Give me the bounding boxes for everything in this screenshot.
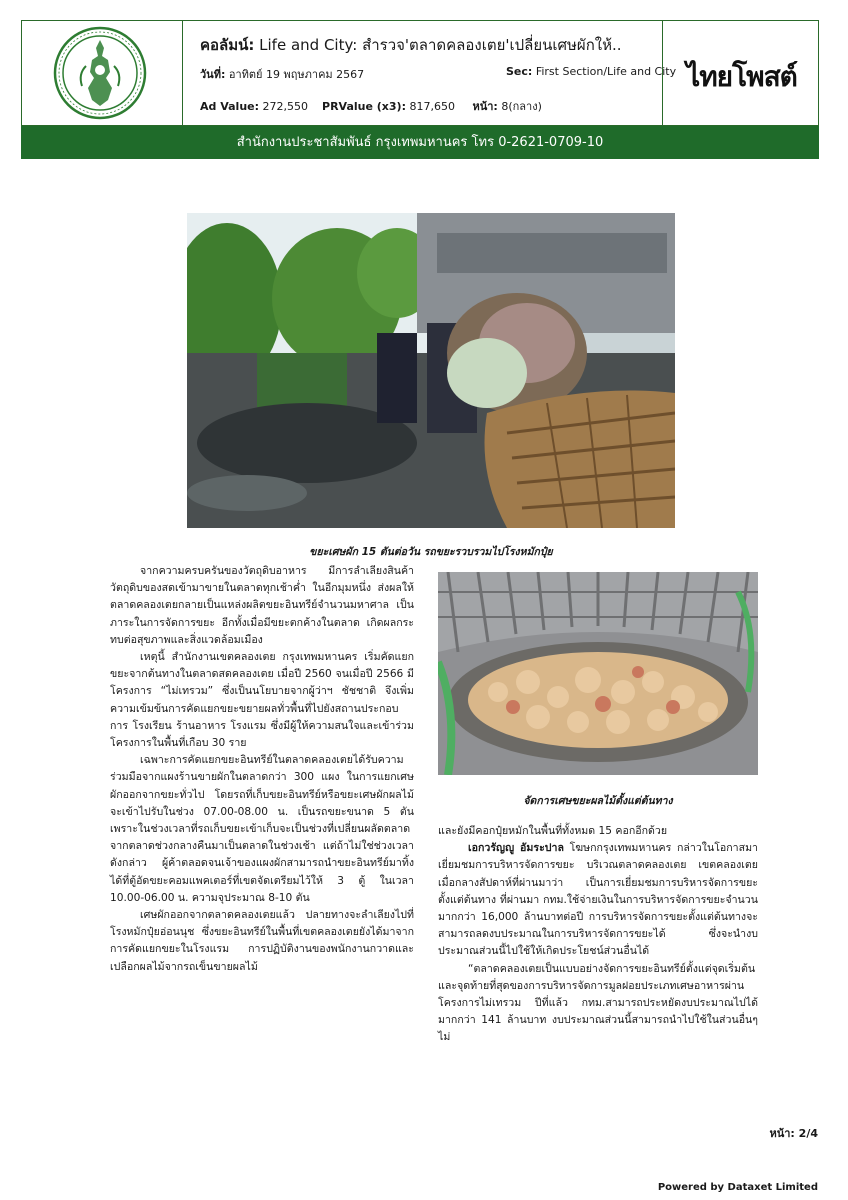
page-label: หน้า: xyxy=(472,100,498,113)
agency-bar: สำนักงานประชาสัมพันธ์ กรุงเทพมหานคร โทร 0-2621-0709-10 xyxy=(21,126,819,159)
page-value: 8(กลาง) xyxy=(501,100,542,113)
pr-value: 817,650 xyxy=(409,100,455,113)
paragraph: เศษผักออกจากตลาดคลองเตยแล้ว ปลายทางจะลำเลียงไปที่โรงหมักปุ๋ยอ่อนนุช ซึ่งขยะอินทรีย์ในพื้นที่เขตคลองเตยยังได้มาจากการคัดแยกขยะในโรงแรม การปฏิบัติงานของพนักงานกวาดและเปลือกผลไม้จากรถเข็นขายผลไม้ xyxy=(110,909,414,973)
clipping-header xyxy=(21,20,819,126)
newspaper-brand: ไทยโพสต์ xyxy=(686,60,797,93)
clipping-info xyxy=(200,29,682,129)
pr-value-label: PRValue (x3): xyxy=(322,100,406,113)
page-number: หน้า: 2/4 xyxy=(769,1127,818,1140)
column-label: คอลัมน์: xyxy=(200,36,255,54)
ad-value: 272,550 xyxy=(262,100,309,113)
market-waste-photo xyxy=(187,213,675,528)
date-row xyxy=(200,65,364,83)
ad-value-label: Ad Value: xyxy=(200,100,260,113)
section-label: Sec: xyxy=(506,65,533,78)
paragraph-text: โฆษกกรุงเทพมหานคร กล่าวในโอกาสมาเยี่ยมชมการบริหารจัดการขยะ บริเวณตลาดคลองเตย เขตคลองเตย เมื่อกลางสัปดาห์ที่ผ่านมาว่า เป็นการเยี่ยมชมการบริหารจัดการขยะตั้งแต่ต้นทาง ที่ผ่านมา กทม.ใช้จ่ายเงินในการบริหารจัดการขยะจำนวนมากกว่า 16,000 ล้านบาทต่อปี การบริหารจัดการขยะตั้งแต่ต้นทางจะสามารถลดงบประมาณในการบริหารจัดการขยะได้ ซึ่งจะนำงบประมาณส่วนนี้ไปใช้ให้เกิดประโยชน์ส่วนอื่นได้ xyxy=(438,842,759,958)
powered-by: Powered by Dataxet Limited xyxy=(657,1182,818,1193)
paragraph: และยังมีคอกปุ๋ยหมักในพื้นที่ทั้งหมด 15 คอกอีกด้วย xyxy=(438,825,668,837)
spokesperson-name: เอกวรัญญู อัมระปาล xyxy=(468,842,564,855)
column-title: Life and City: สำรวจ'ตลาดคลองเตย'เปลี่ยนเศษผักให้.. xyxy=(259,36,622,54)
paragraph: เหตุนี้ สำนักงานเขตคลองเตย กรุงเทพมหานคร เริ่มคัดแยกขยะจากต้นทางในตลาดสดคลองเตย เมื่อปี 2560 จนเมื่อปี 2566 มีโครงการ “ไม่เทรวม” ซึ่งเป็นนโยบายจากผู้ว่าฯ ชัชชาติ จึงเพิ่มความเข้มข้นการคัดแยกขยะขยายผลทั่วพื้นที่ไปยังสถานประกอบการ โรงเรียน ร้านอาหาร โรงแรม ซึ่งมีผู้ให้ความสนใจและเข้าร่วมโครงการในพื้นที่เกือบ 30 ราย xyxy=(110,651,414,750)
article-right-column xyxy=(438,823,758,1047)
paragraph: เฉพาะการคัดแยกขยะอินทรีย์ในตลาดคลองเตยได้รับความร่วมมือจากแผงร้านขายผักในตลาดกว่า 300 แผง ในการแยกเศษผักออกจากขยะทั่วไป โดยรถที่เก็บขยะอินทรีย์หรือขยะเศษผักผลไม้จะเข้าไปรับในช่วง 07.00-08.00 น. เป็นรถขยะขนาด 5 ตัน เพราะในช่วงเวลาที่รถเก็บขยะเข้าเก็บจะเป็นช่วงที่เปลี่ยนผลัดตลาด จากตลาดช่วงกลางคืนมาเป็นตลาดในช่วงเช้า แต่ถ้าไม่ใช่ช่วงเวลาดังกล่าว ผู้ค้าตลอดจนเจ้าของแผงผักสามารถนำขยะอินทรีย์มาทิ้งได้ที่ตู้อัดขยะคอมแพคเตอร์ที่เขตจัดเตรียมไว้ให้ 3 ตู้ ในเวลา 10.00-06.00 น. ความจุประมาณ 8-10 ตัน xyxy=(110,754,414,904)
side-photo-caption: จัดการเศษขยะผลไม้ตั้งแต่ต้นทาง xyxy=(523,795,673,807)
paragraph: จากความครบครันของวัตถุดิบอาหาร มีการลำเลียงสินค้าวัตถุดิบของสดเข้ามาขายในตลาดทุกเช้าค่ำ ในอีกมุมหนึ่ง ส่งผลให้ตลาดคลองเตยกลายเป็นแหล่งผลิตขยะอินทรีย์จำนวนมหาศาล เป็นภาระในการจัดการขยะ อีกทั้งเมื่อมีขยะตกค้างในตลาด เกิดผลกระทบต่อสุขภาพและสิ่งแวดล้อมเมือง xyxy=(110,565,414,646)
bangkok-seal-logo xyxy=(52,26,148,120)
section-value: First Section/Life and City xyxy=(535,65,677,78)
fruit-waste-basket-photo xyxy=(438,572,758,775)
paragraph xyxy=(438,840,758,960)
paragraph: “ตลาดคลองเตยเป็นแบบอย่างจัดการขยะอินทรีย์ตั้งแต่จุดเริ่มต้นและจุดท้ายที่สุดของการบริหารจัดการมูลฝอยประเภทเศษอาหารผ่านโครงการไม่เทรวม ปีที่แล้ว กทม.สามารถประหยัดงบประมาณไปได้มากกว่า 141 ล้านบาท งบประมาณส่วนนี้สามารถนำไปใช้ในส่วนอื่นๆ ไม่ xyxy=(438,962,758,1044)
newspaper-brand-box xyxy=(662,21,820,125)
logo-box xyxy=(22,21,183,125)
date-value: อาทิตย์ 19 พฤษภาคม 2567 xyxy=(228,68,365,81)
section-row xyxy=(506,65,684,78)
date-label: วันที่: xyxy=(200,68,226,81)
value-row xyxy=(200,97,542,115)
article-left-column xyxy=(110,563,414,976)
main-photo-caption: ขยะเศษผัก 15 ตันต่อวัน รถขยะรวบรวมไปโรงหมักปุ๋ย xyxy=(309,546,553,558)
column-title-row xyxy=(200,33,682,57)
